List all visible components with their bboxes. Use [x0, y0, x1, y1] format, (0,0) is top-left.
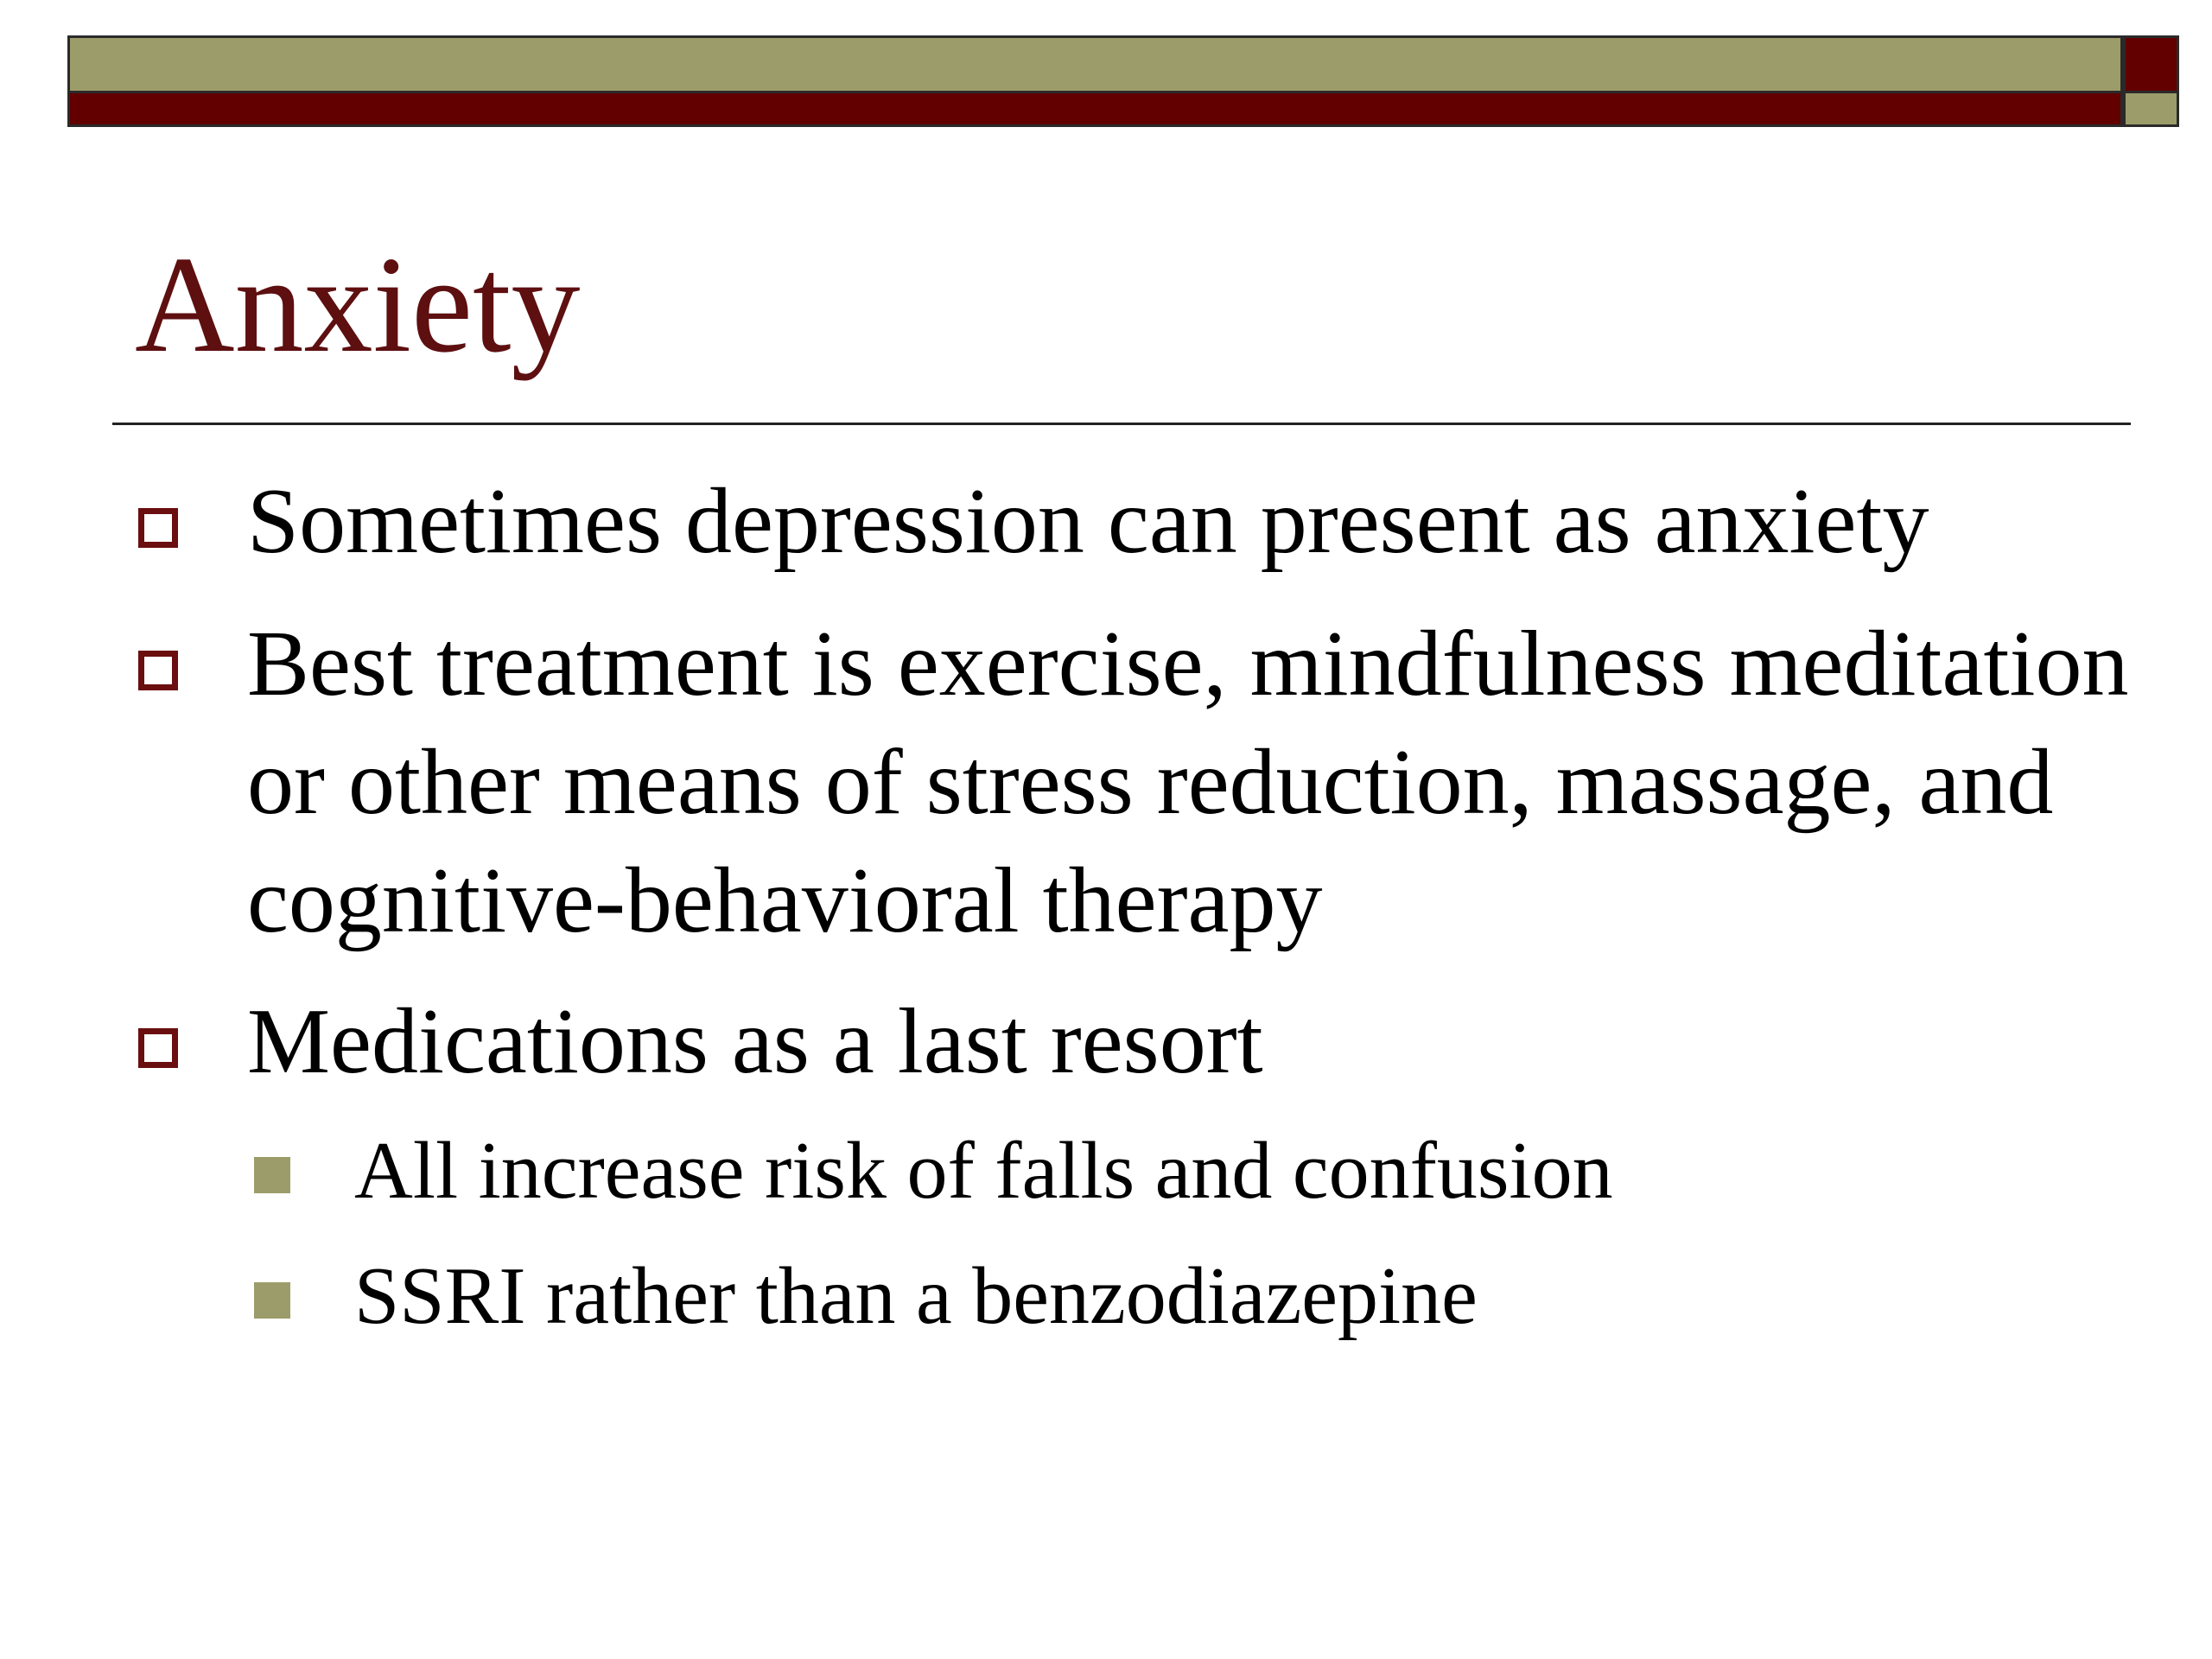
- top-decorative-banner: [67, 35, 2179, 127]
- banner-maroon-band: [67, 91, 2123, 127]
- slide-title: Anxiety: [135, 227, 581, 381]
- hollow-square-bullet-icon: [138, 1028, 178, 1068]
- filled-square-bullet-icon: [254, 1282, 290, 1319]
- sub-bullet-text: All increase risk of falls and confusion: [354, 1126, 1613, 1216]
- sub-bullet-text: SSRI rather than a benzodiazepine: [354, 1251, 1478, 1341]
- bullet-item: [247, 605, 2148, 960]
- banner-corner-maroon-block: [2123, 35, 2179, 91]
- hollow-square-bullet-icon: [138, 508, 178, 548]
- sub-bullet-item: [354, 1244, 2082, 1348]
- hollow-square-bullet-icon: [138, 651, 178, 690]
- filled-square-bullet-icon: [254, 1157, 290, 1193]
- bullet-text: Medications as a last resort: [247, 990, 1263, 1093]
- bullet-text: Best treatment is exercise, mindfulness meditation or other means of stress reduction, massage, and cognitive-behavioral therapy: [247, 613, 2129, 952]
- sub-bullet-item: [354, 1119, 2082, 1223]
- banner-corner-olive-block: [2123, 91, 2179, 127]
- bullet-text: Sometimes depression can present as anxiety: [247, 470, 1929, 573]
- bullet-item: [247, 982, 2148, 1101]
- bullet-item: [247, 462, 2148, 581]
- title-divider: [112, 423, 2131, 425]
- banner-olive-band: [67, 35, 2123, 91]
